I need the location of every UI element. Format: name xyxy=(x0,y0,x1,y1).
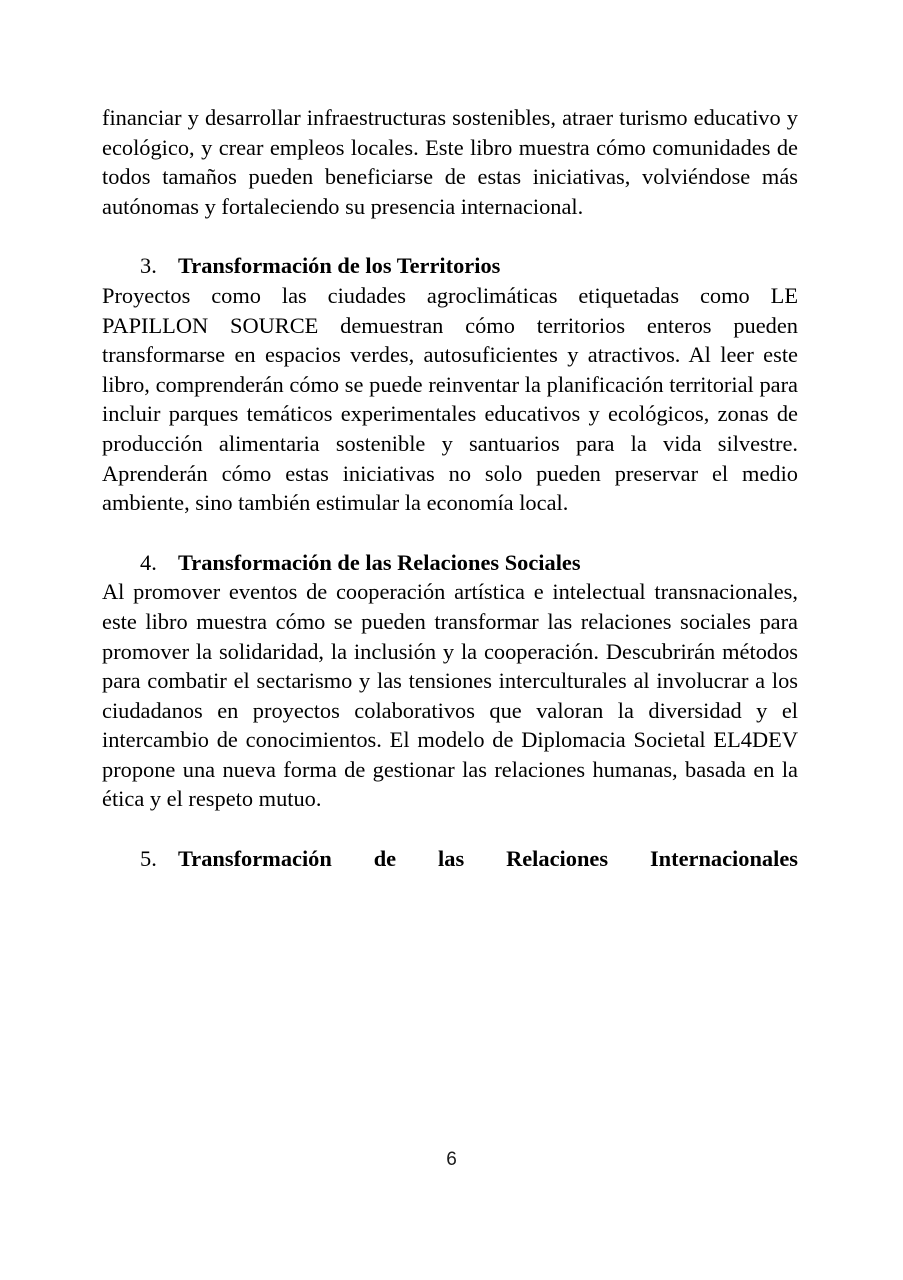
list-item-5-heading: Transformación de las Relaciones Internacionales xyxy=(178,846,798,872)
paragraph-1: financiar y desarrollar infraestructuras sostenibles, atraer turismo educativo y ecológico, y crear empleos locales. Este libro muestra cómo comunidades de todos tamaños pueden beneficiarse de estas iniciativas, volviéndose más autónomas y fortaleciendo su presencia internacional. xyxy=(102,105,798,219)
list-item-4 xyxy=(102,548,798,578)
list-item-4-heading: Transformación de las Relaciones Sociales xyxy=(178,549,581,575)
list-item-3-number: 3. xyxy=(140,253,157,279)
list-item-3 xyxy=(102,251,798,281)
paragraph-2: Proyectos como las ciudades agroclimáticas etiquetadas como LE PAPILLON SOURCE demuestran cómo territorios enteros pueden transformarse en espacios verdes, autosuficientes y atractivos. Al leer este libro, comprenderán cómo se puede reinventar la planificación territorial para incluir parques temáticos experimentales educativos y ecológicos, zonas de producción alimentaria sostenible y santuarios para la vida silvestre. Aprenderán cómo estas iniciativas no solo pueden preservar el medio ambiente, sino también estimular la economía local. xyxy=(102,282,798,516)
list-item-5-number: 5. xyxy=(140,846,157,872)
page-number: 6 xyxy=(446,1149,457,1170)
list-item-5 xyxy=(102,844,798,903)
list-item-3-heading: Transformación de los Territorios xyxy=(178,253,501,279)
list-item-4-number: 4. xyxy=(140,549,157,575)
paragraph-3: Al promover eventos de cooperación artística e intelectual transnacionales, este libro muestra cómo se pueden transformar las relaciones sociales para promover la solidaridad, la inclusión y la cooperación. Descubrirán métodos para combatir el sectarismo y las tensiones interculturales al involucrar a los ciudadanos en proyectos colaborativos que valoran la diversidad y el intercambio de conocimientos. El modelo de Diplomacia Societal EL4DEV propone una nueva forma de gestionar las relaciones humanas, basada en la ética y el respeto mutuo. xyxy=(102,579,798,812)
page-content xyxy=(102,103,798,903)
